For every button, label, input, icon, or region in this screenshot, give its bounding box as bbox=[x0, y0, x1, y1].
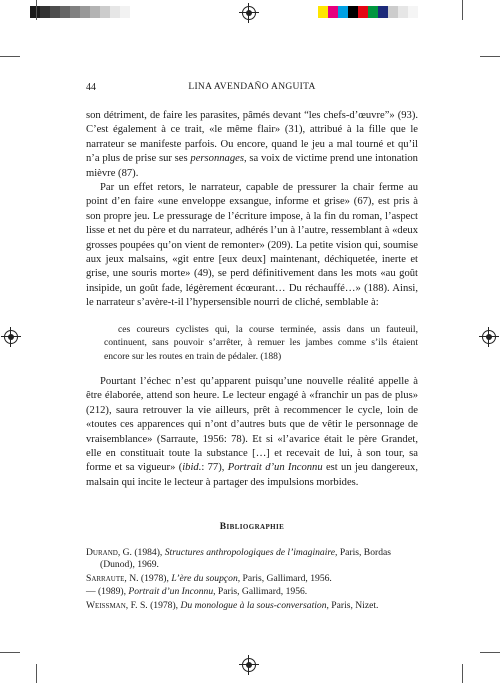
color-swatch bbox=[398, 6, 408, 18]
color-swatch bbox=[388, 6, 398, 18]
color-swatch bbox=[348, 6, 358, 18]
bibliography-entry: Sarraute, N. (1978), L’ère du soupçon, Paris, Gallimard, 1956. bbox=[86, 572, 332, 584]
color-swatch bbox=[318, 6, 328, 18]
color-swatch bbox=[408, 6, 418, 18]
color-swatch bbox=[338, 6, 348, 18]
color-calibration-bar bbox=[318, 6, 418, 18]
crop-mark bbox=[0, 652, 20, 653]
gray-swatch bbox=[60, 6, 70, 18]
color-swatch bbox=[378, 6, 388, 18]
color-swatch bbox=[358, 6, 368, 18]
running-title: LINA AVENDAÑO ANGUITA bbox=[188, 82, 316, 92]
gray-swatch bbox=[90, 6, 100, 18]
paragraph: Par un effet retors, le narrateur, capable de pressurer la chair ferme au point d’en faire «une enveloppe exsangue, informe et grise» (67), est pris à son propre jeu. Le pressurage de l’écriture impose, à la fin du roman, l’aspect lisse et net du père et du narrateur, adhérés l’un à l’autre, ressemblant à «deux grosses poupées qu’on vient de remonter» (209). La petite vision qui, soumise aux jeux malsains, «git entre [eux deux] maintenant, déchiquetée, inerte et grise, une souris morte» (49), se perd définitivement dans les mots «au goût insipide, un goût fade, légèrement écœurant… Du réchauffé…» (188). Ainsi, le narrateur s’avère-t-il l’hypersensible nourri de cliché, semblable à: bbox=[86, 182, 418, 309]
color-swatch bbox=[368, 6, 378, 18]
page-number: 44 bbox=[86, 82, 96, 93]
bibliography-entry: Weissman, F. S. (1978), Du monologue à la sous-conversation, Paris, Nizet. bbox=[86, 599, 379, 611]
gray-swatch bbox=[120, 6, 130, 18]
bibliography-entry: — (1989), Portrait d’un Inconnu, Paris, Gallimard, 1956. bbox=[86, 586, 308, 598]
crop-mark bbox=[36, 0, 37, 20]
crop-mark bbox=[480, 56, 500, 57]
gray-swatch bbox=[70, 6, 80, 18]
page-body bbox=[86, 109, 418, 614]
registration-mark-bottom bbox=[242, 658, 256, 672]
crop-mark bbox=[0, 56, 20, 57]
registration-mark-left bbox=[4, 330, 18, 344]
crop-mark bbox=[462, 0, 463, 20]
gray-swatch bbox=[40, 6, 50, 18]
registration-mark-top bbox=[242, 6, 256, 20]
crop-mark bbox=[36, 664, 37, 683]
paragraph: Pourtant l’échec n’est qu’apparent puisqu’une nouvelle réalité appelle à être élaborée, attend son heure. Le lecteur engagé à «franchir un pas de plus» (212), saura retrouver la vie ailleurs, prêt à recommencer le cycle, loin de «toutes ces apparences qui n’ont d’autres buts que de vêtir le personnage de vraisemblance» (Sarraute, 1956: 78). Et si «l’avarice était le père Grandet, elle en constituait toute la substance […] et recevait de lui, à son tour, sa forme et sa vigueur» (ibid.: 77), Portrait d’un Inconnu est un jeu dangereux, malsain qui incite le lecteur à partager des impulsions morbides. bbox=[86, 375, 419, 488]
color-swatch bbox=[328, 6, 338, 18]
block-quote: ces coureurs cyclistes qui, la course terminée, assis dans un fauteuil, continuent, sans pouvoir s’arrêter, à remuer les jambes comme s’ils étaient encore sur les routes en train de pédaler. (188) bbox=[104, 323, 418, 362]
gray-swatch bbox=[100, 6, 110, 18]
bibliography-list bbox=[86, 547, 418, 613]
gray-swatch bbox=[50, 6, 60, 18]
bibliography-entry: Durand, G. (1984), Structures anthropologiques de l’imaginaire, Paris, Bordas (Dunod), 1969. bbox=[86, 546, 391, 571]
crop-mark bbox=[462, 664, 463, 683]
gray-swatch bbox=[110, 6, 120, 18]
gray-swatch bbox=[80, 6, 90, 18]
registration-mark-right bbox=[482, 330, 496, 344]
gray-calibration-bar bbox=[30, 6, 130, 18]
crop-mark bbox=[480, 652, 500, 653]
gray-swatch bbox=[30, 6, 40, 18]
bibliography-heading: Bibliographie bbox=[219, 522, 285, 533]
paragraph: son détriment, de faire les parasites, pâmés devant “les chefs-d’œuvre”» (93). C’est également à ce trait, «le même flair» (31), attribué à la fille que le narrateur se manifeste parfois. Ou encore, quand le jeu a mal tourné et qu’il n’a plus de prise sur ses personnages, sa voix de victime prend une intonation mièvre (87). bbox=[86, 110, 418, 179]
